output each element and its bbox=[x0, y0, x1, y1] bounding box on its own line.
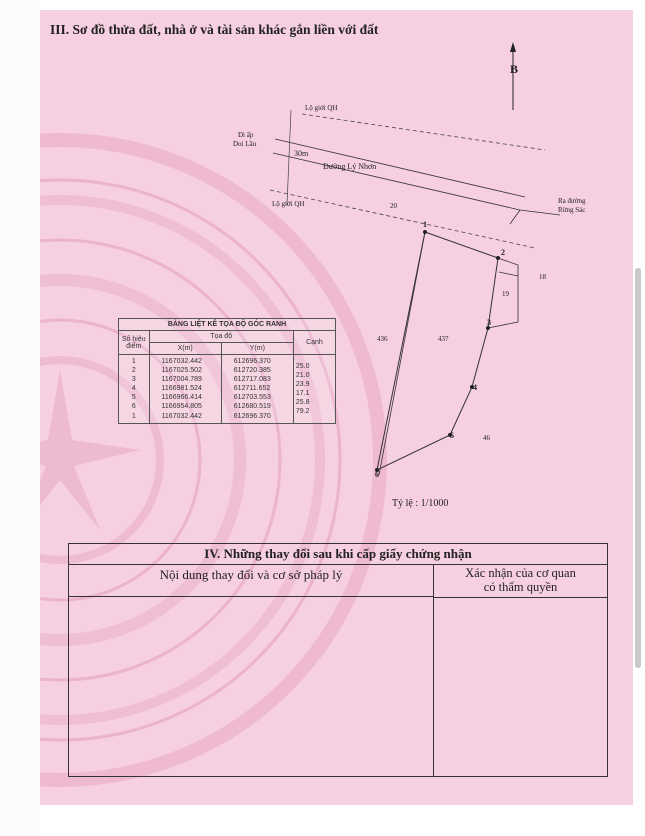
coordinate-table bbox=[118, 318, 336, 424]
planning-label-top: Lộ giới QH bbox=[305, 104, 338, 112]
point-4: 4 bbox=[473, 383, 477, 392]
scrollbar[interactable] bbox=[635, 268, 641, 668]
certificate-page bbox=[40, 10, 633, 805]
road-name-label: Đường Lý Nhơn bbox=[323, 162, 377, 171]
edge-length-column: 25.0 21.0 23.9 17.1 25.8 79.2 bbox=[293, 355, 335, 424]
exit-label-2: Rừng Sác bbox=[558, 206, 586, 214]
road-width-label: 30m bbox=[294, 149, 309, 158]
left-margin bbox=[0, 0, 40, 836]
changes-content-header: Nội dung thay đổi và cơ sở pháp lý bbox=[69, 565, 433, 597]
parcel-label-18: 18 bbox=[539, 273, 546, 281]
point-1: 1 bbox=[423, 220, 427, 229]
point-6: 6 bbox=[375, 470, 379, 479]
parcel-boundary bbox=[377, 232, 498, 470]
point-2: 2 bbox=[501, 248, 505, 257]
road-edge-top bbox=[275, 139, 525, 197]
parcel-label-46: 46 bbox=[483, 434, 490, 442]
parcel-label-road: 20 bbox=[390, 202, 397, 210]
planning-boundary-bottom bbox=[270, 190, 535, 248]
col-x-header: X(m) bbox=[149, 343, 221, 355]
x-column: 1167032.442 1167025.502 1167004.789 1166981.524 1166966.414 1166954.805 1167032.442 bbox=[149, 355, 221, 424]
authority-confirmation-header bbox=[434, 565, 607, 598]
coordinate-table-title: BẢNG LIỆT KÊ TỌA ĐỘ GÓC RANH bbox=[119, 319, 336, 331]
to-place-label-2: Doi Lầu bbox=[233, 140, 257, 148]
point-3: 3 bbox=[487, 318, 491, 327]
north-marker: B bbox=[510, 62, 519, 76]
point-id-column: 1 2 3 4 5 6 1 bbox=[119, 355, 150, 424]
authority-header-line1: Xác nhận của cơ quan bbox=[465, 566, 576, 580]
authority-header-line2: có thẩm quyền bbox=[483, 580, 558, 594]
to-place-label-1: Đi ấp bbox=[238, 131, 254, 139]
parcel-label-19: 19 bbox=[502, 290, 509, 298]
parcel-label-437: 437 bbox=[438, 335, 449, 343]
col-edge-header: Cạnh bbox=[293, 331, 335, 355]
parcel-label-436: 436 bbox=[377, 335, 388, 343]
changes-table bbox=[68, 543, 608, 777]
map-scale: Tỷ lệ : 1/1000 bbox=[392, 498, 449, 509]
planning-boundary-top bbox=[302, 114, 545, 150]
col-point-header: Số hiệu điểm bbox=[119, 331, 150, 355]
road-width-dimension bbox=[287, 110, 291, 205]
section3-heading: III. Sơ đồ thửa đất, nhà ở và tài sản khác gắn liền với đất bbox=[50, 22, 379, 37]
exit-road-top bbox=[520, 210, 560, 215]
planning-label-bottom: Lộ giới QH bbox=[272, 200, 305, 208]
y-column: 612696.370 612720.385 612717.083 612711.652 612703.553 612680.519 612696.370 bbox=[221, 355, 293, 424]
column-divider bbox=[433, 565, 434, 776]
section4-title: IV. Những thay đổi sau khi cấp giấy chứng nhận bbox=[69, 544, 607, 565]
parcel-boundary-west bbox=[379, 232, 425, 475]
point-5: 5 bbox=[450, 431, 454, 440]
col-y-header: Y(m) bbox=[221, 343, 293, 355]
exit-label-1: Ra đường bbox=[558, 197, 586, 205]
col-coord-header: Tọa độ bbox=[149, 331, 293, 343]
